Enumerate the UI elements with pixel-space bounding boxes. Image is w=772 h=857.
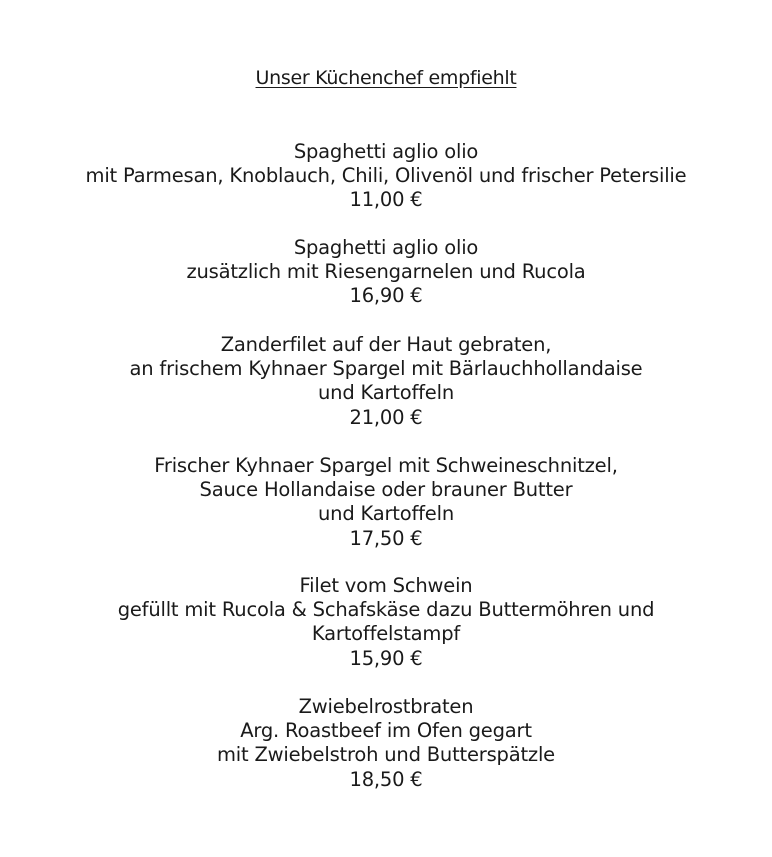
menu-item-zanderfilet xyxy=(0,333,772,430)
dish-description: Sauce Hollandaise oder brauner Butter xyxy=(199,478,573,502)
dish-title: Filet vom Schwein xyxy=(299,574,473,597)
dish-title: Zwiebelrostbraten xyxy=(298,695,474,718)
dish-title: Zanderfilet auf der Haut gebraten, xyxy=(220,333,552,356)
dish-description: mit Zwiebelstroh und Butterspätzle xyxy=(217,743,555,767)
dish-title: Spaghetti aglio olio xyxy=(293,236,479,259)
menu-item-zwiebelrostbraten xyxy=(0,695,772,792)
menu-item-filet-schwein xyxy=(0,574,772,671)
menu-item-spaghetti-aglio-olio xyxy=(0,140,772,213)
dish-title: Frischer Kyhnaer Spargel mit Schweineschnitzel, xyxy=(154,454,618,477)
dish-description: gefüllt mit Rucola & Schafskäse dazu Buttermöhren und xyxy=(117,598,655,622)
dish-price: 16,90 € xyxy=(349,284,423,308)
dish-description: und Kartoffeln xyxy=(318,502,454,526)
menu-item-spargel-schnitzel xyxy=(0,454,772,551)
dish-description: Arg. Roastbeef im Ofen gegart xyxy=(240,719,532,743)
dish-description: zusätzlich mit Riesengarnelen und Rucola xyxy=(186,260,586,284)
dish-price: 17,50 € xyxy=(349,526,423,550)
dish-description: Kartoffelstampf xyxy=(311,622,461,646)
dish-price: 11,00 € xyxy=(349,188,423,212)
dish-price: 15,90 € xyxy=(349,646,423,670)
page-title: Unser Küchenchef empfiehlt xyxy=(255,67,517,89)
dish-description: an frischem Kyhnaer Spargel mit Bärlauchhollandaise xyxy=(129,357,643,381)
menu-item-spaghetti-garnelen xyxy=(0,236,772,309)
dish-description: mit Parmesan, Knoblauch, Chili, Olivenöl und frischer Petersilie xyxy=(85,164,687,188)
dish-title: Spaghetti aglio olio xyxy=(293,140,479,163)
dish-price: 21,00 € xyxy=(349,405,423,429)
dish-price: 18,50 € xyxy=(349,767,423,791)
dish-description: und Kartoffeln xyxy=(318,381,454,405)
